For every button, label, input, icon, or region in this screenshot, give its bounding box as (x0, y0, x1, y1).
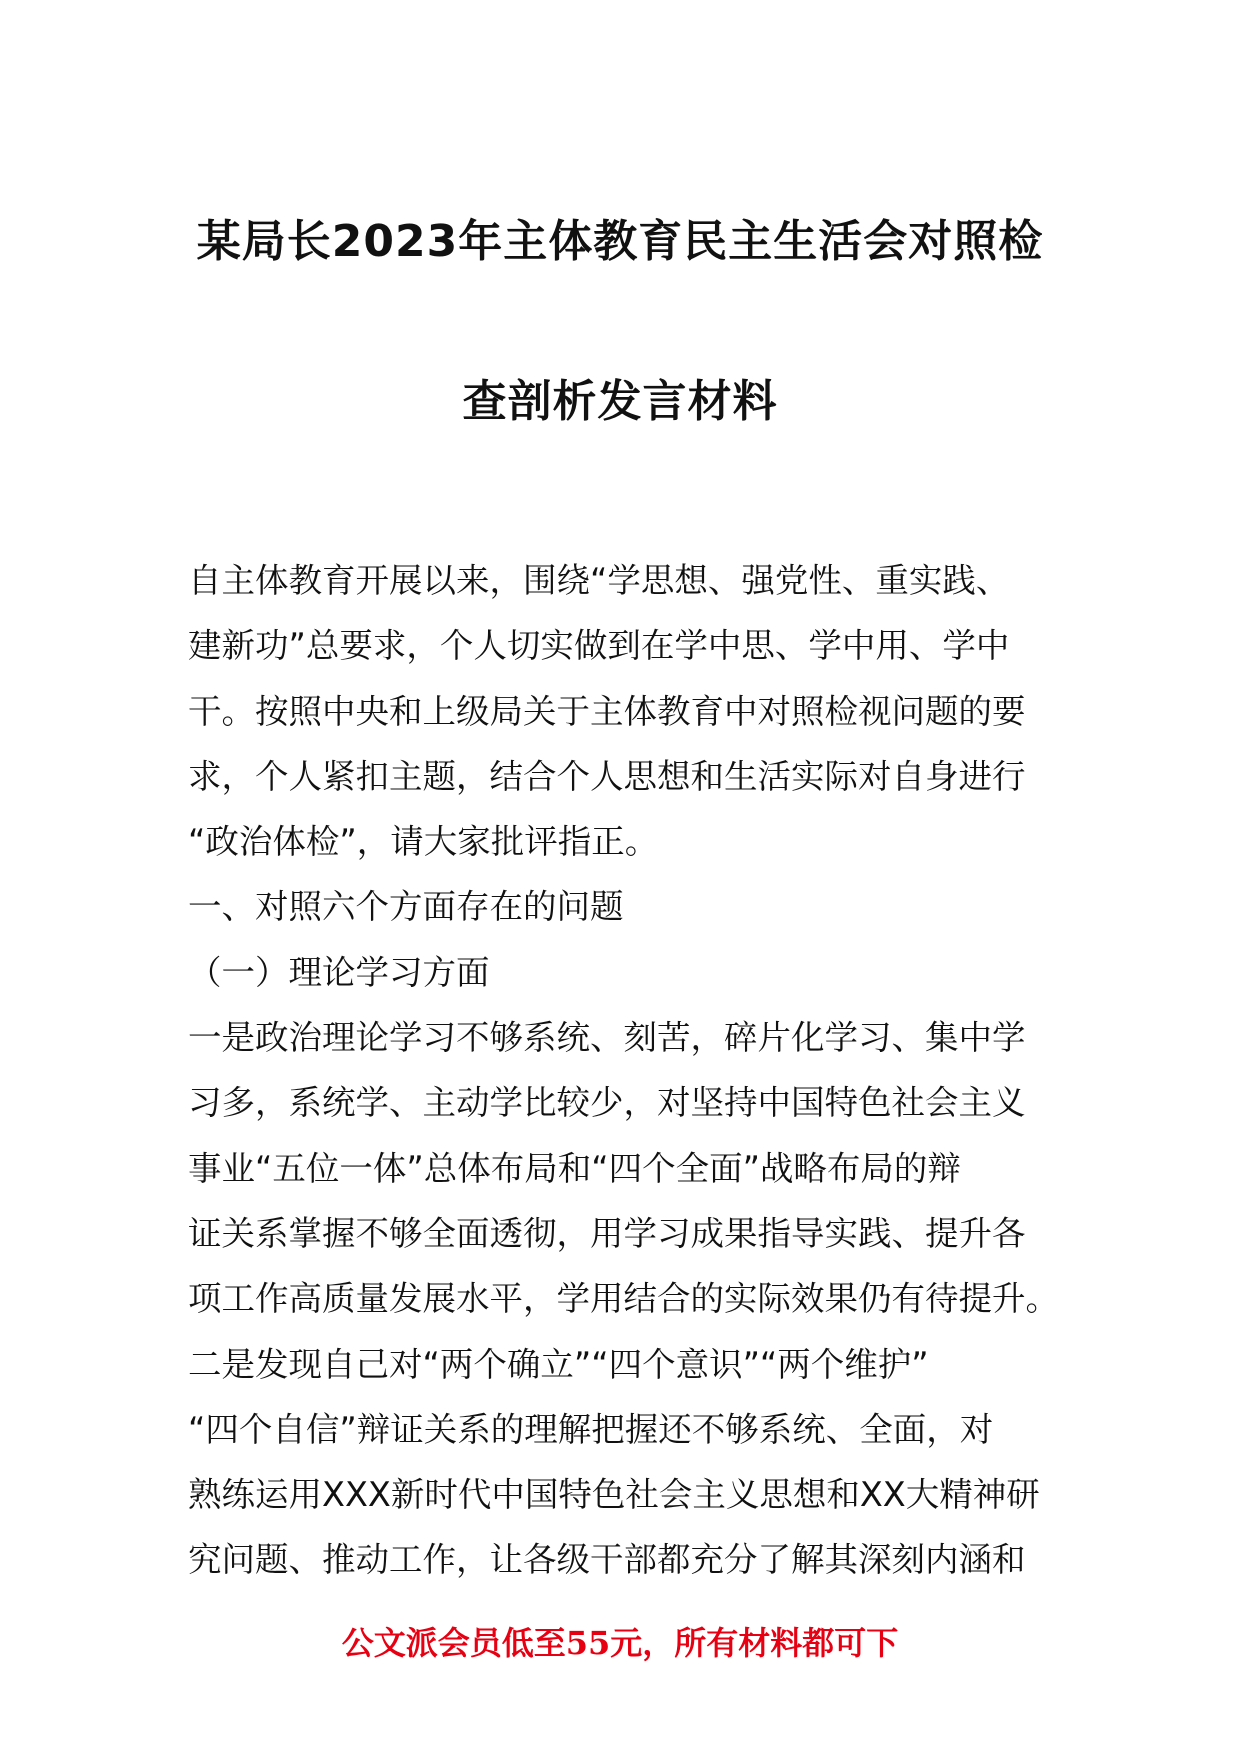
body-line: 求，个人紧扣主题，结合个人思想和生活实际对自身进行 (188, 756, 1026, 796)
body-line: 干。按照中央和上级局关于主体教育中对照检视问题的要 (188, 691, 1026, 731)
body-line: 事业“五位一体”总体布局和“四个全面”战略布局的辩 (188, 1148, 961, 1188)
body-line: “政治体检”，请大家批评指正。 (188, 822, 659, 862)
body-line: 习多，系统学、主动学比较少，对坚持中国特色社会主义 (188, 1083, 1026, 1123)
body-line: “四个自信”辩证关系的理解把握还不够系统、全面，对 (188, 1409, 994, 1449)
body-line: 建新功”总要求，个人切实做到在学中思、学中用、学中 (188, 626, 1010, 666)
body-line: 自主体教育开展以来，围绕“学思想、强党性、重实践、 (188, 561, 1010, 600)
body-line: 证关系掌握不够全面透彻，用学习成果指导实践、提升各 (188, 1213, 1026, 1253)
body-line: 熟练运用XXX新时代中国特色社会主义思想和XX大精神研 (188, 1475, 1040, 1515)
body-line: 二是发现自己对“两个确立”“四个意识”“两个维护” (188, 1344, 929, 1384)
subsection-heading: （一）理论学习方面 (188, 952, 490, 992)
body-line: 项工作高质量发展水平，学用结合的实际效果仍有待提升。 (188, 1279, 1059, 1319)
document-title-line-2: 查剖析发言材料 (462, 376, 778, 427)
promo-footer: 公文派会员低至55元，所有材料都可下 (341, 1624, 899, 1662)
document-body (188, 548, 1058, 1593)
body-line: 究问题、推动工作，让各级干部都充分了解其深刻内涵和 (188, 1540, 1026, 1580)
body-line: 一是政治理论学习不够系统、刻苦，碎片化学习、集中学 (188, 1018, 1026, 1058)
document-title-line-1: 某局长2023年主体教育民主生活会对照检 (196, 216, 1044, 267)
section-heading: 一、对照六个方面存在的问题 (188, 887, 624, 927)
